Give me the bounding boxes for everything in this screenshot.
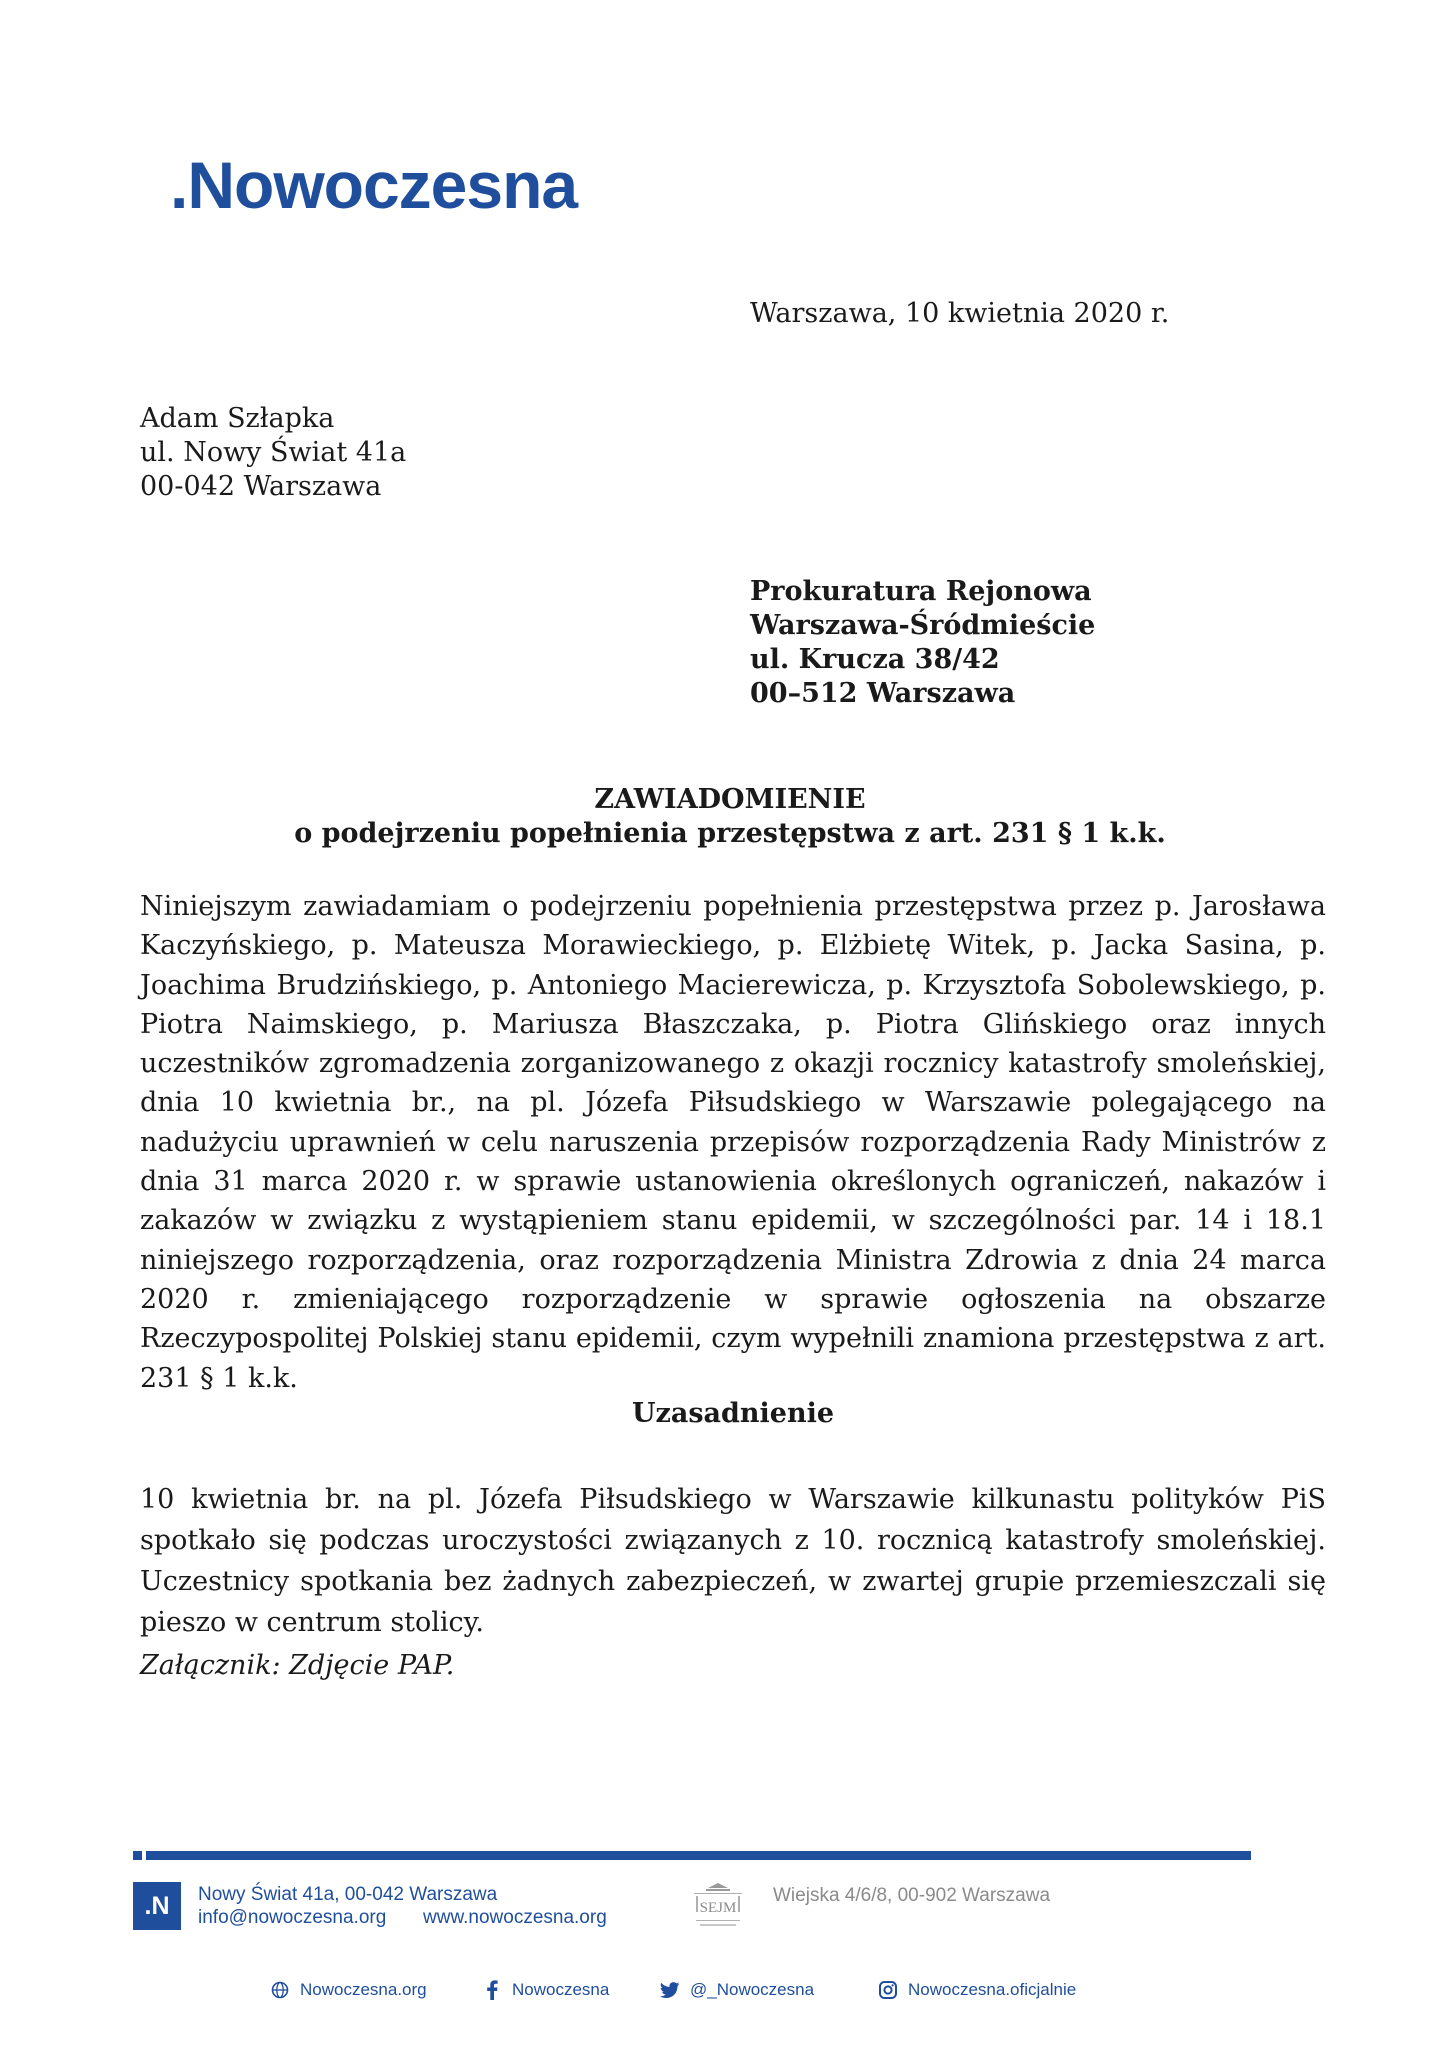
nowoczesna-logo: .Nowoczesna [170, 148, 578, 222]
social-label-website: Nowoczesna.org [300, 1980, 427, 1999]
social-link-facebook[interactable] [482, 1980, 609, 2000]
nowoczesna-badge: .N [133, 1882, 181, 1930]
footer-address: Nowy Świat 41a, 00-042 Warszawa [198, 1884, 498, 1905]
sender-address [140, 402, 406, 504]
footer-divider-dot [133, 1851, 142, 1860]
facebook-icon [482, 1980, 502, 2000]
social-label-instagram: Nowoczesna.oficjalnie [908, 1980, 1077, 1999]
document-title: ZAWIADOMIENIE [594, 784, 866, 815]
twitter-icon [660, 1980, 680, 2000]
recipient-line-3: ul. Krucza 38/42 [750, 644, 1000, 675]
sender-street: ul. Nowy Świat 41a [140, 437, 407, 468]
sender-name: Adam Szłapka [140, 403, 335, 434]
globe-icon [270, 1980, 290, 2000]
footer-email[interactable]: info@nowoczesna.org [198, 1907, 387, 1928]
footer-divider [146, 1851, 1251, 1860]
social-label-facebook: Nowoczesna [512, 1980, 610, 1999]
instagram-icon [878, 1980, 898, 2000]
recipient-address [750, 575, 1095, 711]
body-paragraph: Niniejszym zawiadamiam o podejrzeniu popełnienia przestępstwa przez p. Jarosława Kaczyńskiego, p. Mateusza Morawieckiego, p. Elżbietę Witek, p. Jacka Sasina, p. Joachima Brudzińskiego, p. Antoniego Macierewicza, p. Krzysztofa Sobolewskiego, p. Piotra Naimskiego, p. Mariusza Błaszczaka, p. Piotra Glińskiego oraz innych uczestników zgromadzenia zorganizowanego z okazji rocznicy katastrofy smoleńskiej, dnia 10 kwietnia br., na pl. Józefa Piłsudskiego w Warszawie polegającego na nadużyciu uprawnień w celu naruszenia przepisów rozporządzenia Rady Ministrów z dnia 31 marca 2020 r. w sprawie ustanowienia określonych ograniczeń, nakazów i zakazów w związku z wystąpieniem stanu epidemii, w szczególności par. 14 i 18.1 niniejszego rozporządzenia, oraz rozporządzenia Ministra Zdrowia z dnia 24 marca 2020 r. zmieniającego rozporządzenie w sprawie ogłoszenia na obszarze Rzeczypospolitej Polskiej stanu epidemii, czym wypełnili znamiona przestępstwa z art. 231 § 1 k.k. [140, 891, 1326, 1394]
social-link-twitter[interactable] [660, 1980, 814, 2000]
document-subtitle: o podejrzeniu popełnienia przestępstwa z art. 231 § 1 k.k. [294, 818, 1166, 849]
justification-paragraph: 10 kwietnia br. na pl. Józefa Piłsudskiego w Warszawie kilkunastu polityków PiS spotkało się podczas uroczystości związanych z 10. rocznicą katastrofy smoleńskiej. Uczestnicy spotkania bez żadnych zabezpieczeń, w zwartej grupie przemieszczali się pieszo w centrum stolicy. [140, 1484, 1326, 1638]
recipient-line-1: Prokuratura Rejonowa [750, 576, 1092, 607]
sender-city: 00-042 Warszawa [140, 471, 382, 502]
sejm-logo [686, 1880, 750, 1932]
footer-website[interactable]: www.nowoczesna.org [423, 1907, 607, 1928]
date-line: Warszawa, 10 kwietnia 2020 r. [750, 298, 1170, 329]
recipient-line-2: Warszawa-Śródmieście [750, 610, 1096, 641]
attachment-note: Załącznik: Zdjęcie PAP. [140, 1650, 455, 1681]
social-link-website[interactable] [270, 1980, 427, 2000]
recipient-line-4: 00–512 Warszawa [750, 678, 1016, 709]
social-label-twitter: @_Nowoczesna [690, 1980, 815, 1999]
sejm-address: Wiejska 4/6/8, 00-902 Warszawa [773, 1885, 1051, 1906]
social-link-instagram[interactable] [878, 1980, 1076, 2000]
sejm-label: SEJM [699, 1900, 737, 1916]
justification-heading: Uzasadnienie [631, 1398, 835, 1429]
